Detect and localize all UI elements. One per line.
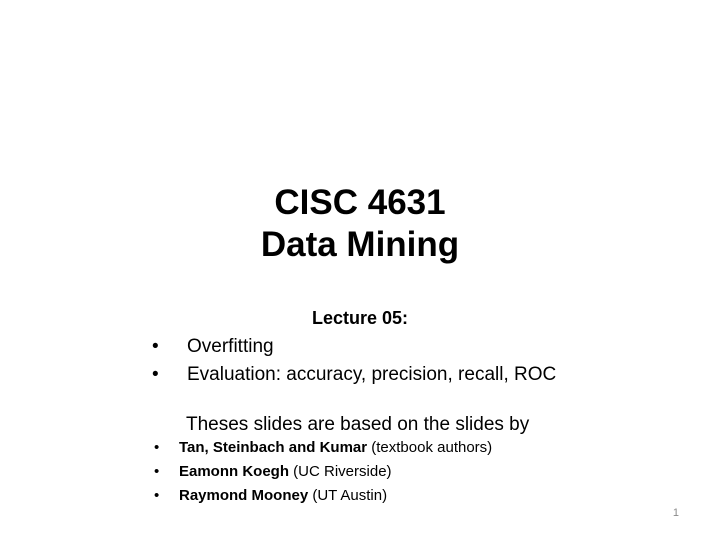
list-item [154, 460, 492, 484]
bullet-icon: • [154, 439, 160, 456]
credit-name: Raymond Mooney [179, 487, 309, 504]
credit-list [154, 436, 492, 508]
credit-name: Tan, Steinbach and Kumar [179, 439, 368, 456]
topic-list [152, 333, 556, 389]
course-name: Data Mining [260, 225, 460, 264]
slide-title [0, 182, 720, 266]
course-code: CISC 4631 [274, 183, 446, 222]
page-number: 1 [672, 507, 679, 519]
list-item [152, 333, 556, 361]
credit-note: (UC Riverside) [289, 463, 392, 480]
bullet-icon: • [154, 463, 160, 480]
list-item [154, 436, 492, 460]
bullet-icon: • [152, 364, 159, 385]
bullet-icon: • [152, 336, 159, 357]
list-item [152, 361, 556, 389]
bullet-icon: • [154, 487, 160, 504]
topic-text: Overfitting [187, 336, 274, 357]
topic-text: Evaluation: accuracy, precision, recall, ROC [187, 364, 557, 385]
list-item [154, 484, 492, 508]
lecture-label: Lecture 05: [311, 308, 409, 328]
credit-name: Eamonn Koegh [179, 463, 290, 480]
credit-note: (UT Austin) [308, 487, 388, 504]
slides-basis-text: Theses slides are based on the slides by [186, 414, 530, 435]
credit-note: (textbook authors) [367, 439, 493, 456]
